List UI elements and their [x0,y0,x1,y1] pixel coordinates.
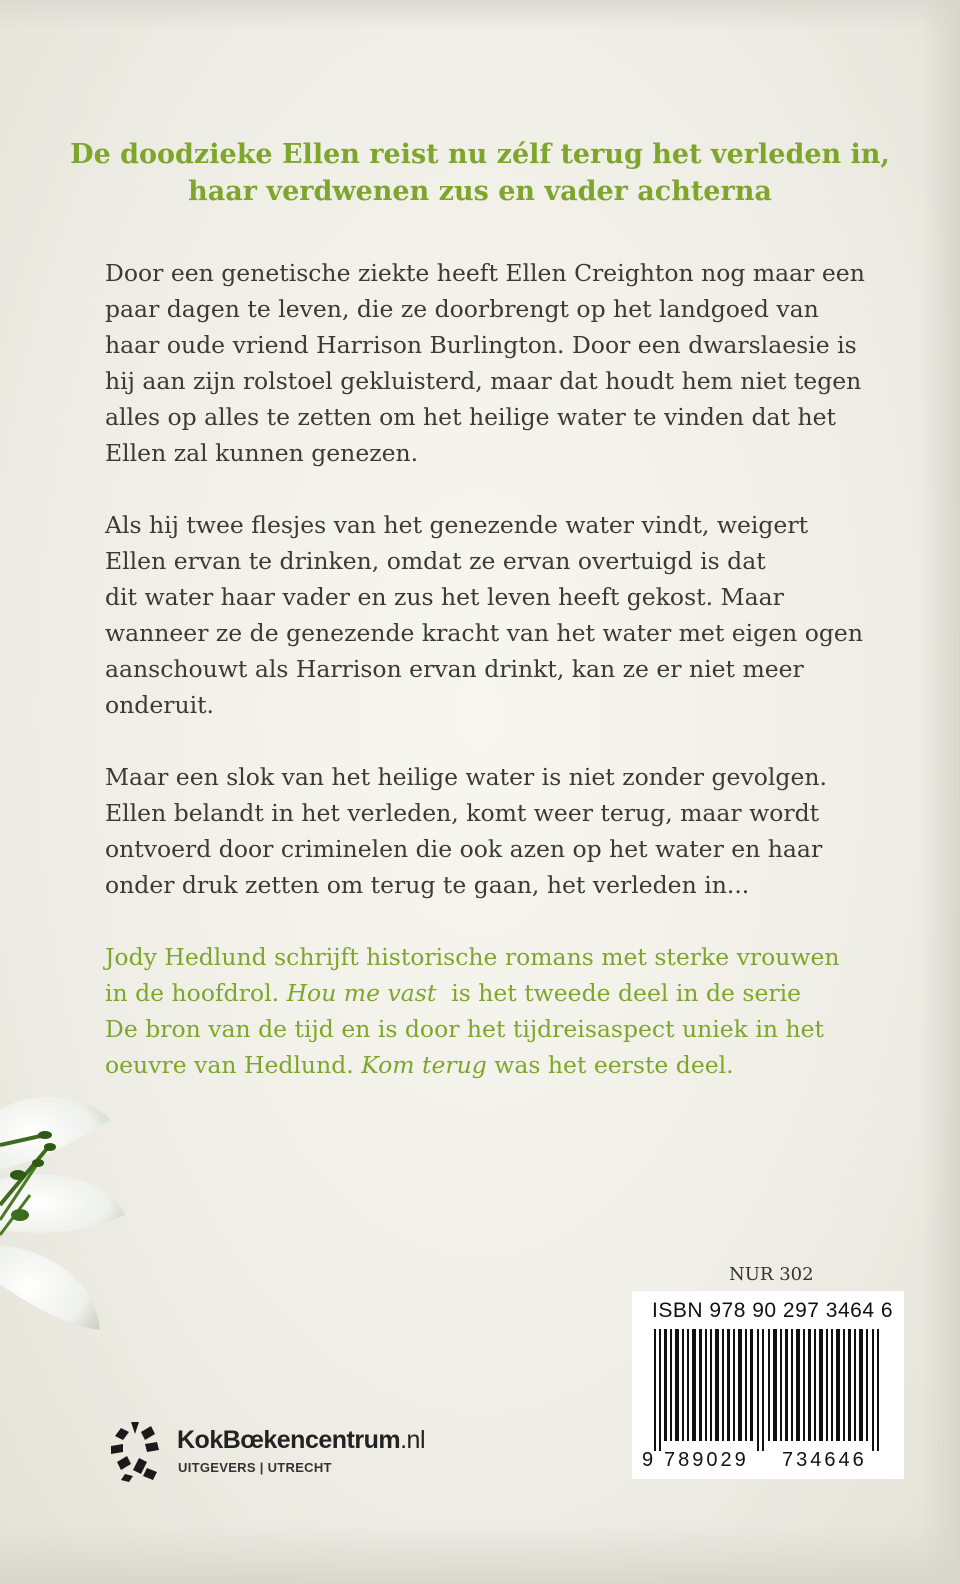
lily-flower-image [0,1085,130,1345]
isbn-barcode [632,1291,904,1479]
text-line: onderuit. [105,691,215,719]
text-line: Als hij twee flesjes van het genezende water vindt, weigert [105,511,809,539]
blurb-paragraph-3 [105,759,905,903]
text-line: ontvoerd door criminelen die ook azen op het water en haar [105,835,823,863]
text-span: was het eerste deel. [486,1051,734,1079]
ean-left-digits: 789029 [664,1449,749,1471]
publisher-name-suffix: .nl [400,1426,425,1454]
text-span: is het tweede deel in de serie [436,979,802,1007]
text-line: Ellen ervan te drinken, omdat ze ervan overtuigd is dat [105,547,766,575]
nur-code: NUR 302 [729,1264,814,1285]
isbn-label: ISBN 978 90 297 3464 6 [652,1299,894,1322]
book-title-hou-me-vast: Hou me vast [286,979,437,1007]
text-line: paar dagen te leven, die ze doorbrengt op het landgoed van [105,295,819,323]
headline [60,136,900,210]
ean-right-digits: 734646 [782,1449,867,1471]
text-line: Maar een slok van het heilige water is niet zonder gevolgen. [105,763,827,791]
text-line: aanschouwt als Harrison ervan drinkt, kan ze er niet meer [105,655,804,683]
publisher-logo [107,1420,487,1484]
text-line: onder druk zetten om terug te gaan, het verleden in... [105,871,750,899]
blurb-paragraph-1 [105,255,905,471]
paper-edge-right [920,0,960,1584]
text-line: Ellen belandt in het verleden, komt weer terug, maar wordt [105,799,820,827]
paper-edge-top [0,0,960,30]
author-paragraph [105,939,905,1083]
publisher-logo-icon [107,1420,163,1484]
blurb-paragraph-2 [105,507,905,723]
paper-edge-bottom [0,1524,960,1584]
text-line: Ellen zal kunnen genezen. [105,439,419,467]
book-title-kom-terug: Kom terug [361,1051,487,1079]
publisher-subtitle: UITGEVERS | UTRECHT [178,1460,332,1475]
text-span: oeuvre van Hedlund. [105,1051,362,1079]
text-line: Door een genetische ziekte heeft Ellen Creighton nog maar een [105,259,865,287]
publisher-name [177,1426,425,1455]
publisher-name-main: KokBœkencentrum [177,1426,401,1454]
headline-line: De doodzieke Ellen reist nu zélf terug het verleden in, [70,139,890,170]
ean-first-digit: 9 [642,1449,654,1471]
text-line: hij aan zijn rolstoel gekluisterd, maar dat houdt hem niet tegen [105,367,862,395]
text-line: Jody Hedlund schrijft historische romans met sterke vrouwen [105,943,840,971]
text-line [105,975,905,1011]
text-span: in de hoofdrol. [105,979,287,1007]
text-line: De bron van de tijd en is door het tijdreisaspect uniek in het [105,1015,824,1043]
text-line [105,1047,905,1083]
headline-line: haar verdwenen zus en vader achterna [188,176,772,207]
text-line: haar oude vriend Harrison Burlington. Door een dwarslaesie is [105,331,857,359]
text-line: wanneer ze de genezende kracht van het water met eigen ogen [105,619,863,647]
text-line: dit water haar vader en zus het leven heeft gekost. Maar [105,583,784,611]
barcode-bars [654,1329,884,1451]
text-line: alles op alles te zetten om het heilige water te vinden dat het [105,403,836,431]
